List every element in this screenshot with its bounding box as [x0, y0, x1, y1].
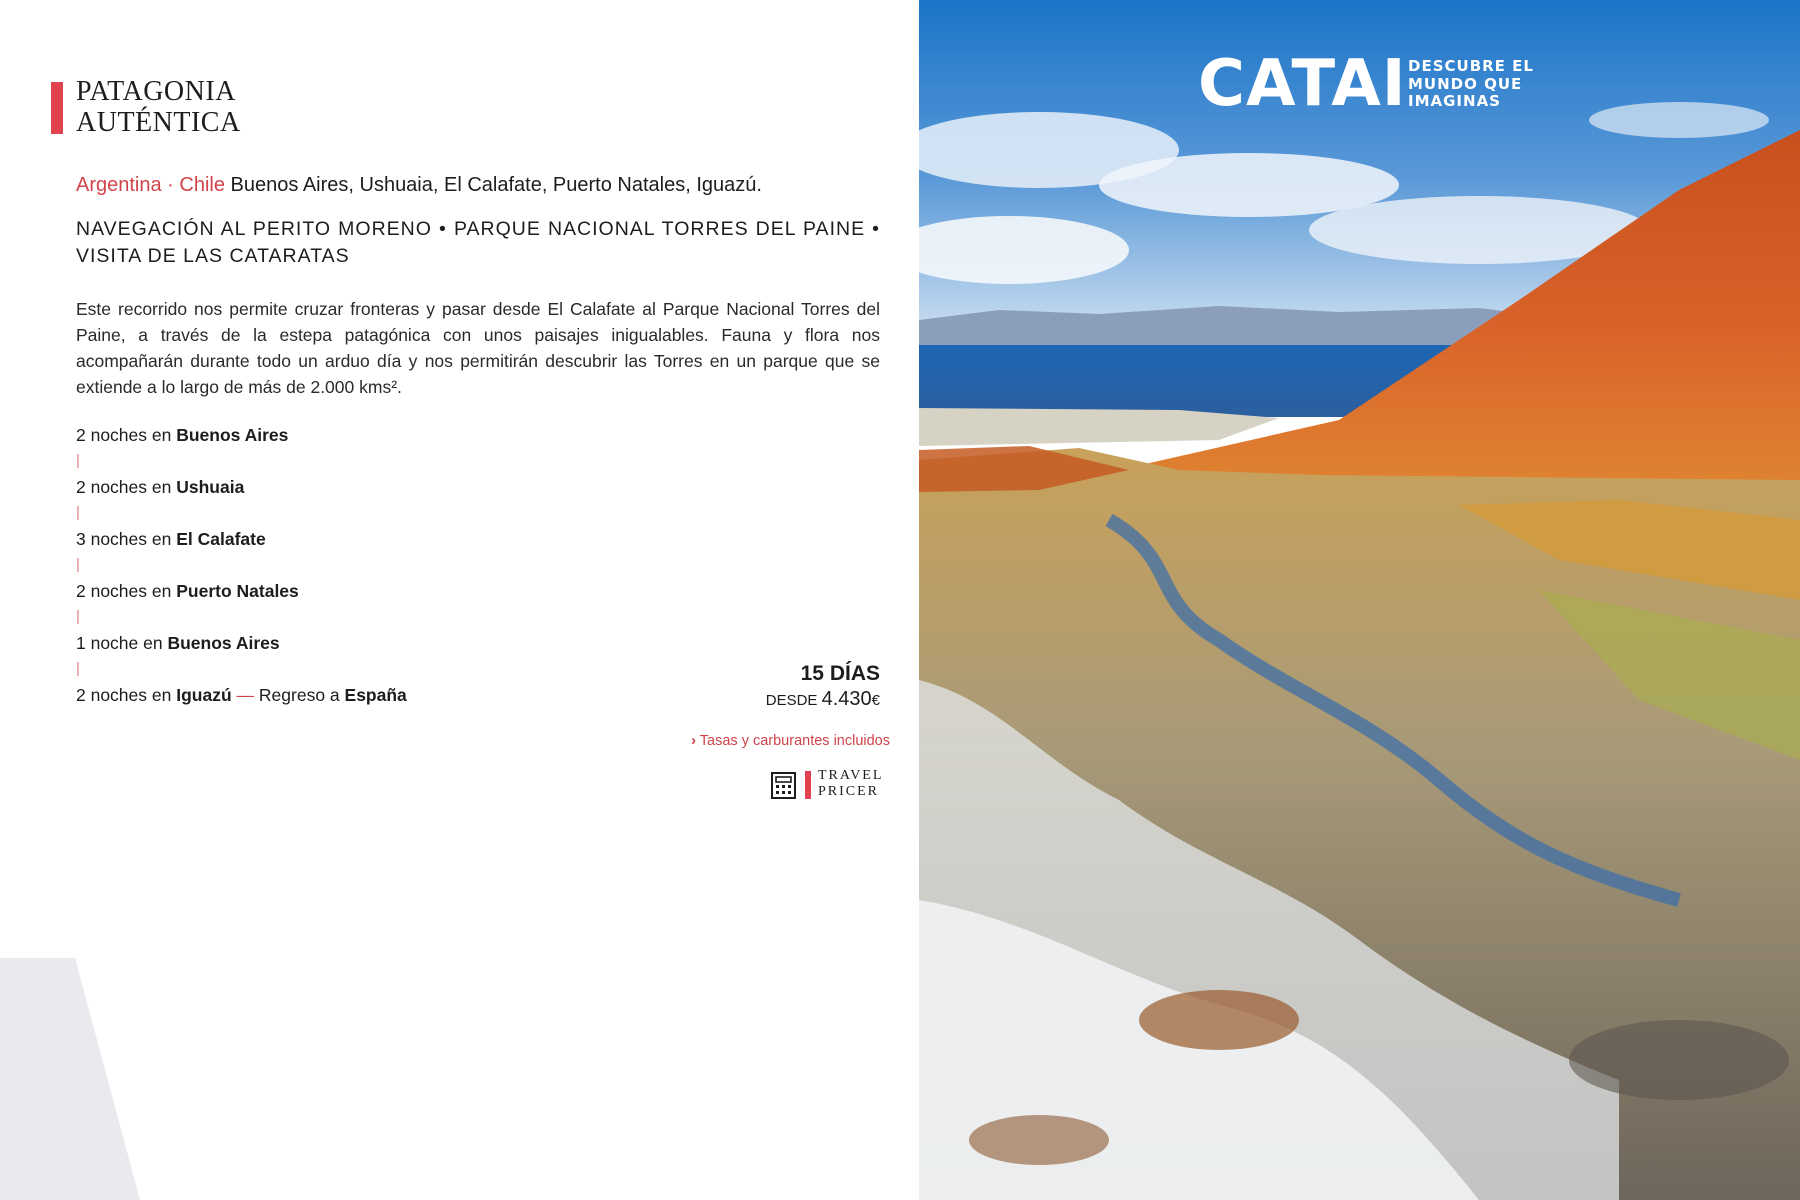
price-from-label: DESDE	[765, 692, 818, 709]
title-accent-bar	[51, 82, 63, 134]
patagonia-landscape-photo	[919, 0, 1800, 1200]
trip-highlights: NAVEGACIÓN AL PERITO MORENO • PARQUE NACIONAL TORRES DEL PAINE • VISITA DE LAS CATARATAS	[76, 218, 880, 267]
route-line	[76, 174, 876, 197]
stop-place: Buenos Aires	[176, 425, 289, 445]
title-line-1: PATAGONIA	[76, 76, 236, 107]
tagline-line-3: IMAGINAS	[1408, 92, 1501, 110]
route-cities: Buenos Aires, Ushuaia, El Calafate, Puerto Natales, Iguazú.	[230, 174, 762, 196]
decorative-corner-shape	[0, 958, 150, 1200]
itinerary-stop	[76, 422, 596, 448]
return-text: Regreso a	[258, 685, 340, 705]
itinerary-separator: |	[76, 504, 80, 521]
travel-pricer-line-2: PRICER	[818, 784, 880, 799]
stop-place: Puerto Natales	[176, 581, 299, 601]
stop-place: El Calafate	[176, 529, 266, 549]
travel-pricer-accent-bar	[805, 771, 811, 799]
taxes-text: Tasas y carburantes incluidos	[699, 733, 890, 749]
travel-pricer-line-1: TRAVEL	[818, 768, 884, 783]
stop-nights: 3 noches en	[76, 529, 172, 549]
itinerary-stop	[76, 630, 596, 656]
trip-duration: 15 DÍAS	[800, 662, 880, 685]
tagline-line-2: MUNDO QUE	[1408, 74, 1523, 93]
itinerary-stop	[76, 578, 596, 604]
brand-name: CATAI	[1198, 47, 1407, 121]
itinerary-separator: |	[76, 608, 80, 625]
stop-nights: 2 noches en	[76, 685, 172, 705]
itinerary-stop	[76, 526, 596, 552]
stop-place: Ushuaia	[176, 477, 245, 497]
stop-nights: 2 noches en	[76, 477, 172, 497]
taxes-included-link[interactable]	[691, 733, 890, 749]
title-line-2: AUTÉNTICA	[76, 107, 241, 138]
stop-place: Buenos Aires	[167, 633, 280, 653]
tagline-line-1: DESCUBRE EL	[1408, 57, 1534, 75]
travel-pricer-text	[818, 768, 883, 800]
itinerary-stop	[76, 474, 596, 500]
stop-nights: 2 noches en	[76, 425, 172, 445]
price-line	[766, 688, 880, 712]
stop-place: Iguazú	[176, 685, 232, 705]
itinerary-separator: |	[76, 452, 80, 469]
price-amount: 4.430	[821, 688, 872, 710]
price-block	[766, 660, 880, 712]
stop-nights: 2 noches en	[76, 581, 172, 601]
trip-description: Este recorrido nos permite cruzar fronteras y pasar desde El Calafate al Parque Nacional Torres del Paine, a través de la estepa patagónica con unos paisajes inigualables. Fauna y flora nos acompañarán durante todo un arduo día y nos permitirán descubrir las Torres en un parque que se extiende a lo largo de más de 2.000 kms².	[76, 299, 880, 397]
itinerary-stop	[76, 682, 596, 708]
return-place: España	[344, 685, 407, 705]
price-currency: €	[871, 692, 880, 709]
calculator-icon	[771, 772, 796, 799]
stop-nights: 1 noche en	[76, 633, 163, 653]
chevron-right-icon: ›	[691, 733, 696, 749]
itinerary-list	[76, 422, 596, 708]
itinerary-separator: |	[76, 660, 80, 677]
itinerary-separator: |	[76, 556, 80, 573]
return-dash: —	[236, 685, 255, 705]
landscape-illustration	[919, 0, 1800, 1200]
route-countries: Argentina · Chile	[76, 174, 225, 196]
travel-pricer-badge	[771, 768, 884, 800]
brand-tagline	[1408, 58, 1534, 111]
